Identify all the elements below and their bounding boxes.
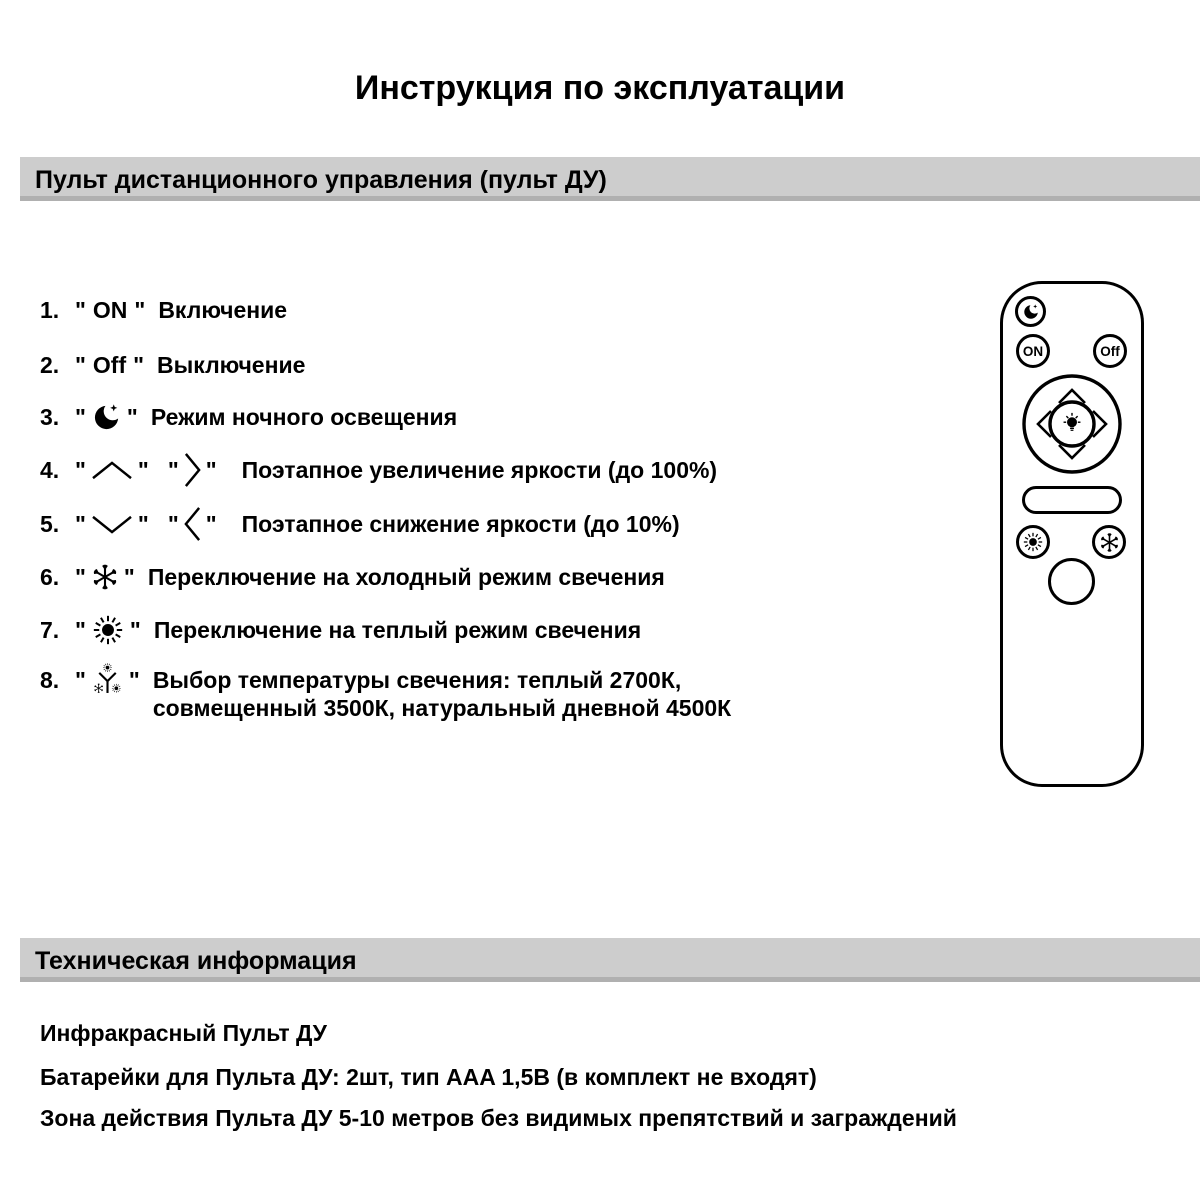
tech-info-line-3: Зона действия Пульта ДУ 5-10 метров без видимых препятствий и заграждений (40, 1105, 957, 1131)
item-description: Включение (158, 296, 288, 323)
item-description: Переключение на теплый режим свечения (153, 616, 642, 643)
page-title: Инструкция по эксплуатации (354, 69, 846, 107)
list-item-1 (40, 290, 287, 330)
cold-mode-button (1092, 525, 1126, 559)
quote-mark: " (205, 510, 217, 537)
quote-mark: " (75, 666, 86, 693)
item-number: 3. (40, 403, 60, 430)
pill-button (1022, 486, 1122, 514)
moon-icon (91, 402, 122, 433)
chevron-down-icon (91, 515, 133, 534)
remote-control-illustration (1000, 281, 1144, 787)
warm-mode-button (1016, 525, 1050, 559)
off-button (1093, 334, 1127, 368)
quote-mark: " (75, 456, 86, 483)
item-number: 2. (40, 351, 60, 378)
on-button-label: ON (1022, 343, 1044, 359)
quote-mark: " (75, 351, 86, 378)
off-button-label: Off (1100, 343, 1120, 359)
quote-mark: " (133, 351, 145, 378)
list-item-4 (40, 450, 717, 490)
item-description: Поэтапное увеличение яркости (до 100%) (241, 456, 718, 483)
quote-mark: " (129, 616, 141, 643)
chevron-up-icon (91, 461, 133, 480)
sun-icon (91, 613, 125, 647)
quote-mark: " (75, 510, 86, 537)
quote-mark: " (126, 403, 138, 430)
item-description: Поэтапное снижение яркости (до 10%) (241, 510, 680, 537)
on-button (1016, 334, 1050, 368)
item-number: 7. (40, 616, 60, 643)
list-item-7 (40, 610, 641, 650)
temperature-select-icon (91, 662, 124, 698)
chevron-right-icon (184, 452, 201, 488)
quote-mark: " (75, 616, 86, 643)
quote-mark: " (137, 510, 149, 537)
quote-mark: " (75, 563, 86, 590)
quote-mark: " (167, 510, 179, 537)
snowflake-icon (1099, 532, 1120, 553)
item-number: 4. (40, 456, 60, 483)
item-number: 5. (40, 510, 60, 537)
section-heading-tech-label: Техническая информация (35, 947, 357, 975)
quote-mark: " (137, 456, 149, 483)
item-number: 1. (40, 296, 60, 323)
list-item-6 (40, 557, 665, 597)
quote-mark: " (75, 403, 86, 430)
item-number: 8. (40, 666, 60, 693)
quote-mark: " (167, 456, 179, 483)
moon-icon (1022, 303, 1040, 321)
quote-mark: " (123, 563, 135, 590)
section-heading-remote (20, 157, 1200, 201)
quote-mark: " (205, 456, 217, 483)
item-number: 6. (40, 563, 60, 590)
quote-mark: " (75, 296, 86, 323)
round-button (1048, 558, 1095, 605)
item-lead (40, 661, 145, 699)
quote-mark: " (134, 296, 146, 323)
chevron-left-icon (184, 506, 201, 542)
tech-info-line-2: Батарейки для Пульта ДУ: 2шт, тип AAA 1,5В (в комплект не входят) (40, 1064, 817, 1090)
brightness-dpad (1020, 372, 1124, 476)
section-heading-tech (20, 938, 1200, 982)
night-mode-button (1015, 296, 1046, 327)
list-item-3 (40, 397, 457, 437)
item-description-line1: Выбор температуры свечения: теплый 2700К, (152, 667, 682, 693)
quote-mark: " (128, 666, 140, 693)
list-item-5 (40, 504, 680, 544)
on-key-label: ON (92, 296, 128, 323)
item-description-line2: совмещенный 3500К, натуральный дневной 4500К (152, 695, 732, 721)
tech-info-line-1: Инфракрасный Пульт ДУ (40, 1020, 327, 1046)
off-key-label: Off (92, 351, 127, 378)
section-heading-remote-label: Пульт дистанционного управления (пульт ДУ) (35, 166, 607, 194)
item-description: Переключение на холодный режим свечения (147, 563, 665, 590)
sun-icon (1022, 531, 1044, 553)
list-item-2 (40, 345, 305, 385)
item-description: Режим ночного освещения (150, 403, 458, 430)
item-description (153, 666, 731, 722)
snowflake-icon (91, 563, 119, 591)
item-description: Выключение (157, 351, 306, 378)
list-item-8 (40, 661, 731, 722)
